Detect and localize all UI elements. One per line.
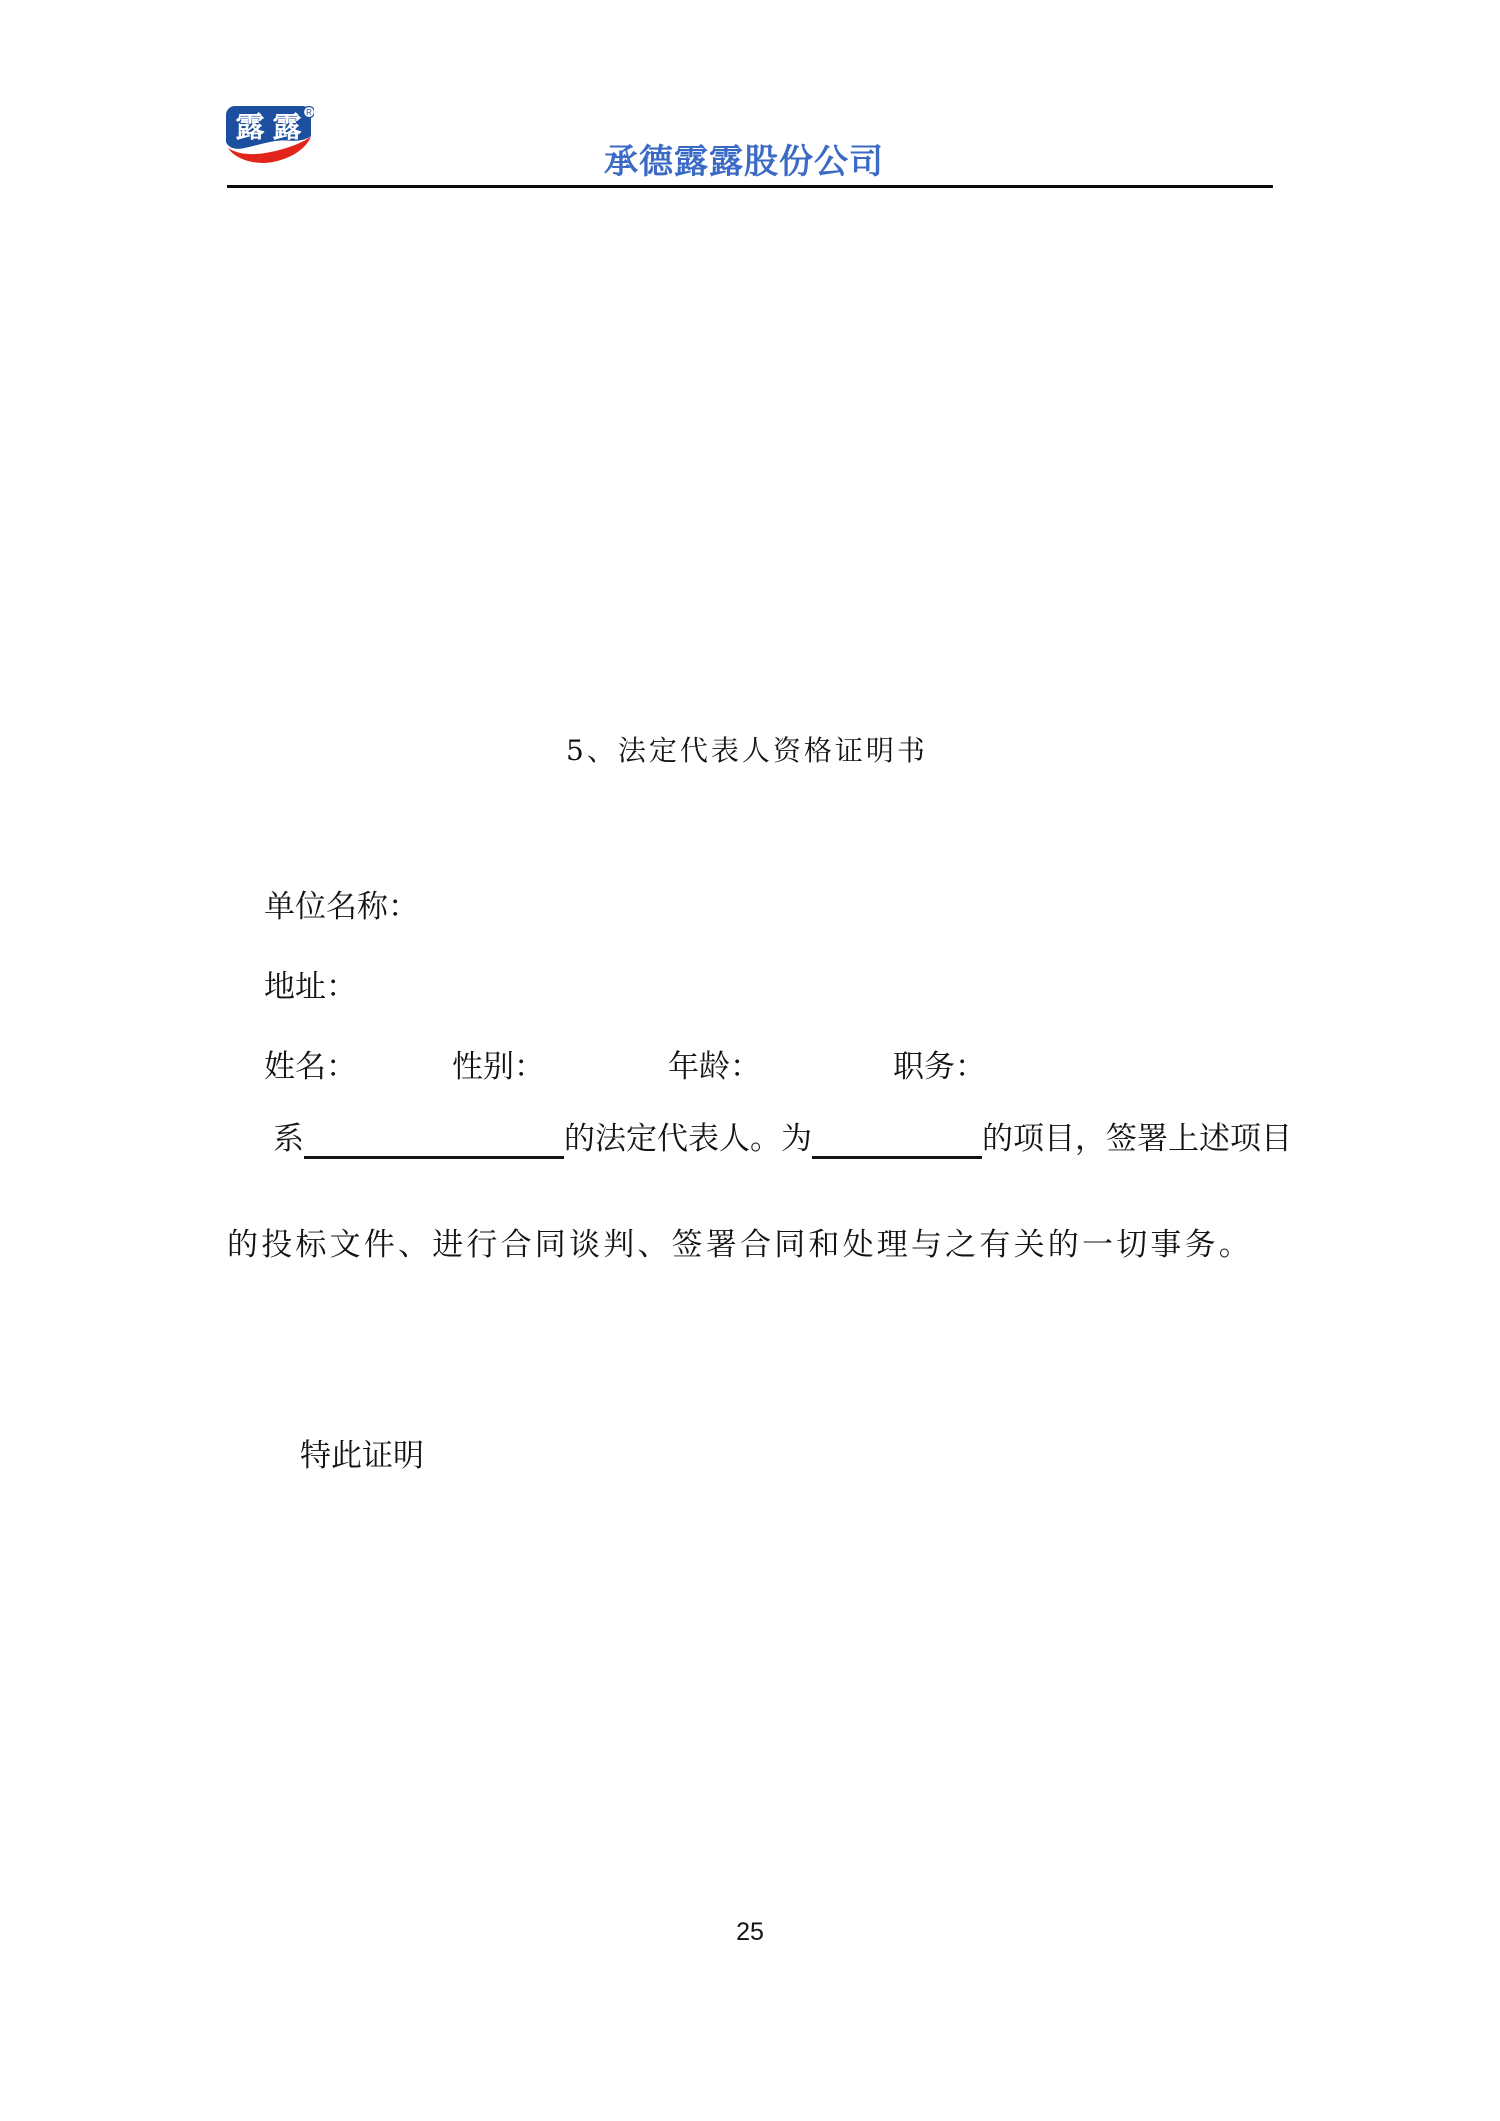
registered-mark-icon: R [306, 108, 312, 118]
certify-text: 特此证明 [300, 1438, 424, 1473]
blank-underline-1 [304, 1123, 564, 1159]
body-line-1 [273, 1119, 1292, 1159]
age-label: 年龄： [668, 1049, 761, 1084]
company-name: 承德露露股份公司 [604, 143, 884, 181]
page-number: 25 [736, 1918, 764, 1946]
body-segment-project: 的项目，签署上述项目 [982, 1121, 1292, 1156]
body-segment-is: 系 [273, 1121, 304, 1156]
unit-name-label: 单位名称： [264, 889, 419, 924]
body-line-2: 的投标文件、进行合同谈判、签署合同和处理与之有关的一切事务。 [227, 1227, 1253, 1262]
gender-label: 性别： [452, 1049, 545, 1084]
logo-char-2: 露 [272, 110, 302, 144]
body-segment-representative: 的法定代表人。为 [564, 1121, 812, 1156]
position-label: 职务： [893, 1049, 986, 1084]
header-divider [227, 185, 1273, 188]
document-title: 5、法定代表人资格证明书 [566, 734, 928, 767]
page-footer [0, 1918, 1500, 1947]
brand-logo [226, 106, 314, 174]
address-label: 地址： [264, 969, 357, 1004]
lulu-logo-icon [226, 106, 314, 174]
logo-char-1: 露 [235, 110, 265, 144]
blank-underline-2 [812, 1123, 982, 1159]
name-label: 姓名： [264, 1049, 357, 1084]
